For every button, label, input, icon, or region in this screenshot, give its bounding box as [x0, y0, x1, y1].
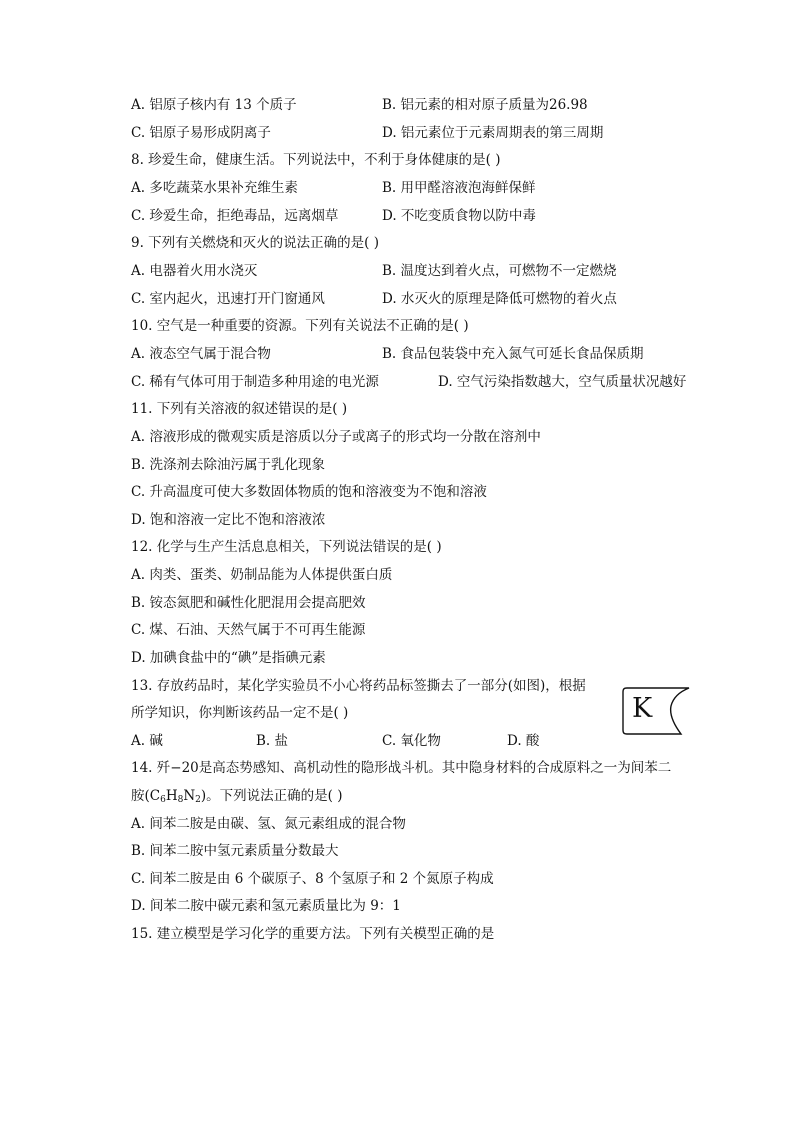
q7-option-b: B. 铝元素的相对原子质量为26.98 — [382, 97, 588, 113]
q14-option-b: B. 间苯二胺中氢元素质量分数最大 — [131, 843, 339, 859]
q15-stem: 15. 建立模型是学习化学的重要方法。下列有关模型正确的是 — [131, 926, 495, 942]
q10-option-b: B. 食品包装袋中充入氮气可延长食品保质期 — [382, 346, 644, 362]
q14-stem-line1: 14. 歼−20是高态势感知、高机动性的隐形战斗机。其中隐身材料的合成原料之一为间苯二 — [131, 760, 672, 776]
q12-option-b: B. 铵态氮肥和碱性化肥混用会提高肥效 — [131, 595, 366, 611]
q12-option-c: C. 煤、石油、天然气属于不可再生能源 — [131, 622, 366, 638]
q13-stem-line1: 13. 存放药品时，某化学实验员不小心将药品标签撕去了一部分(如图)，根据 — [131, 678, 586, 694]
q11-option-d: D. 饱和溶液一定比不饱和溶液浓 — [131, 512, 326, 528]
q14-option-c: C. 间苯二胺是由 6 个碳原子、8 个氢原子和 2 个氮原子构成 — [131, 871, 494, 887]
q9-option-b: B. 温度达到着火点，可燃物不一定燃烧 — [382, 263, 617, 279]
q8-option-d: D. 不吃变质食物以防中毒 — [382, 208, 536, 224]
q11-stem: 11. 下列有关溶液的叙述错误的是( ) — [131, 401, 348, 417]
q7-option-d: D. 铝元素位于元素周期表的第三周期 — [382, 125, 604, 141]
q10-option-a: A. 液态空气属于混合物 — [131, 346, 271, 362]
q9-option-c: C. 室内起火，迅速打开门窗通风 — [131, 291, 325, 307]
q13-option-a: A. 碱 — [131, 733, 163, 749]
q13-option-b: B. 盐 — [256, 733, 289, 749]
q8-stem: 8. 珍爱生命，健康生活。下列说法中，不利于身体健康的是( ) — [131, 152, 501, 168]
q13-option-c: C. 氧化物 — [382, 733, 441, 749]
q7-option-a: A. 铝原子核内有 13 个质子 — [131, 97, 297, 113]
q12-option-d: D. 加碘食盐中的“碘”是指碘元素 — [131, 650, 326, 666]
q10-stem: 10. 空气是一种重要的资源。下列有关说法不正确的是( ) — [131, 318, 469, 334]
q10-option-c: C. 稀有气体可用于制造多种用途的电光源 — [131, 374, 379, 390]
q9-option-d: D. 水灭火的原理是降低可燃物的着火点 — [382, 291, 617, 307]
q8-option-c: C. 珍爱生命，拒绝毒品，远离烟草 — [131, 208, 339, 224]
q8-option-a: A. 多吃蔬菜水果补充维生素 — [131, 180, 298, 196]
q11-option-c: C. 升高温度可使大多数固体物质的饱和溶液变为不饱和溶液 — [131, 484, 487, 500]
q12-stem: 12. 化学与生产生活息息相关，下列说法错误的是( ) — [131, 539, 442, 555]
q11-option-a: A. 溶液形成的微观实质是溶质以分子或离子的形式均一分散在溶剂中 — [131, 429, 541, 445]
q8-option-b: B. 用甲醛溶液泡海鲜保鲜 — [382, 180, 536, 196]
q13-stem-line2: 所学知识，你判断该药品一定不是( ) — [131, 705, 349, 721]
q11-option-b: B. 洗涤剂去除油污属于乳化现象 — [131, 457, 326, 473]
q14-option-d: D. 间苯二胺中碳元素和氢元素质量比为 9：1 — [131, 898, 401, 914]
q12-option-a: A. 肉类、蛋类、奶制品能为人体提供蛋白质 — [131, 567, 393, 583]
label-letter-k: K — [632, 693, 653, 724]
q9-stem: 9. 下列有关燃烧和灭火的说法正确的是( ) — [131, 235, 379, 251]
torn-label-figure — [621, 686, 691, 736]
q14-stem-line2: 胺$(C_6H_8N_2)$。下列说法正确的是( ) — [131, 788, 343, 805]
q9-option-a: A. 电器着火用水浇灭 — [131, 263, 258, 279]
q10-option-d: D. 空气污染指数越大，空气质量状况越好 — [438, 374, 687, 390]
q14-option-a: A. 间苯二胺是由碳、氢、氮元素组成的混合物 — [131, 816, 406, 832]
q7-option-c: C. 铝原子易形成阴离子 — [131, 125, 271, 141]
q13-option-d: D. 酸 — [507, 733, 540, 749]
